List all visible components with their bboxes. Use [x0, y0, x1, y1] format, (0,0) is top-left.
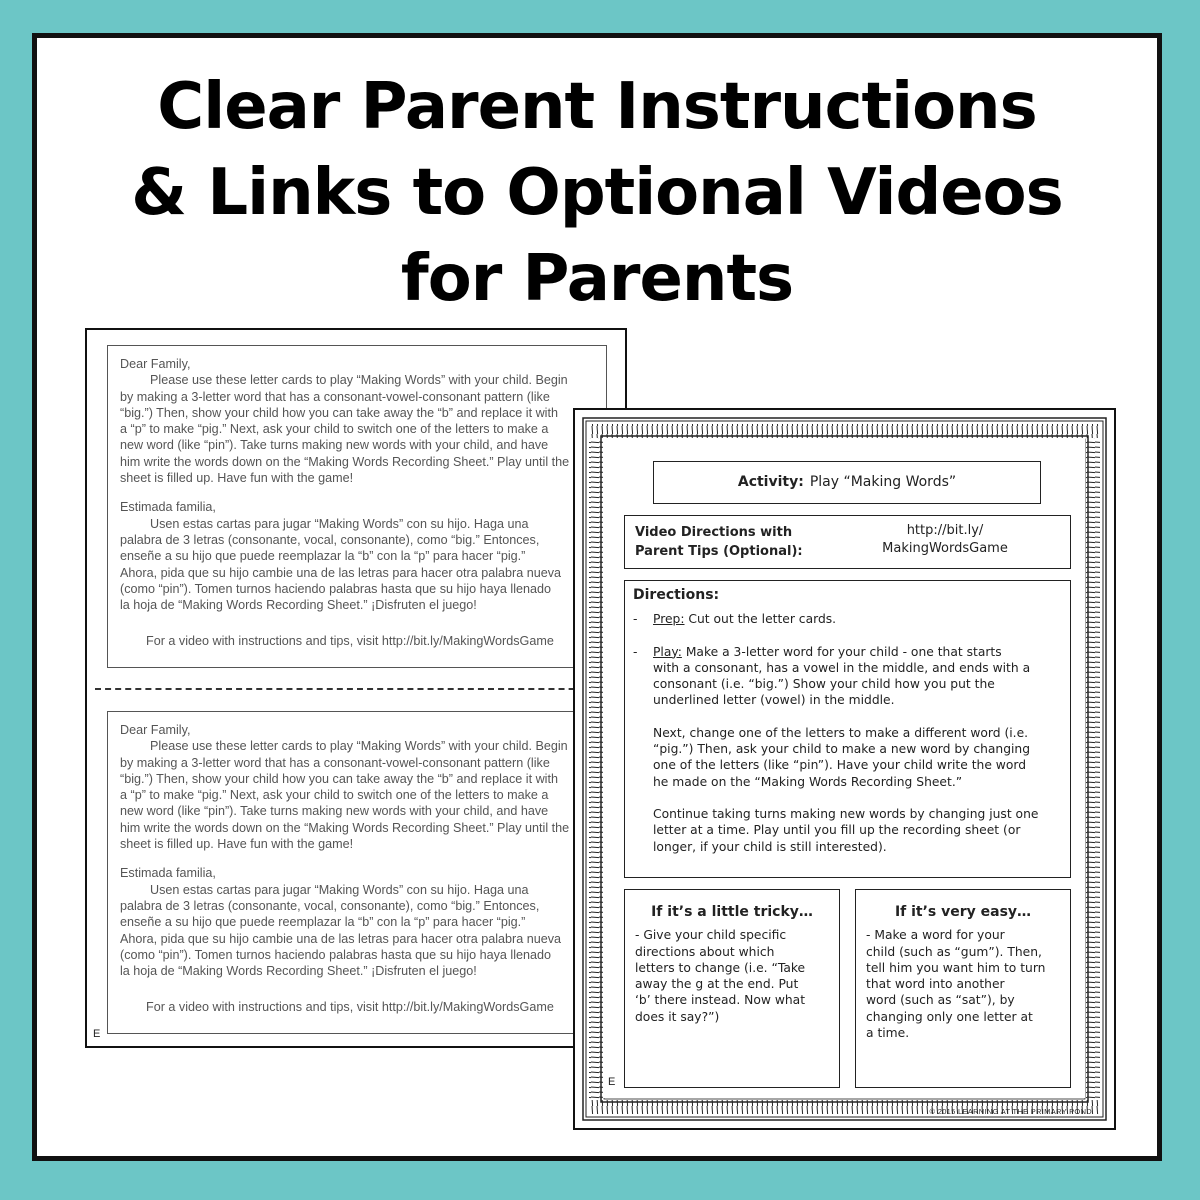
letter-line-es: Ahora, pida que su hijo cambie una de las letras para hacer otra palabra nueva — [120, 931, 562, 946]
letter-line: new word (like “pin”). Take turns making new words with your child, and have — [120, 438, 549, 453]
video-label-line: Video Directions with — [635, 525, 793, 540]
continue-line: Continue taking turns making new words by changing just one — [653, 806, 1039, 821]
copyright-notice: © 2015 LEARNING AT THE PRIMARY POND — [929, 1107, 1092, 1116]
letter-line: “big.”) Then, show your child how you can take away the “b” and replace it with — [120, 405, 558, 420]
letter-line: by making a 3-letter word that has a consonant-vowel-consonant pattern (like — [120, 755, 550, 770]
letter-line: sheet is filled up. Have fun with the game! — [120, 837, 354, 852]
continue-line: longer, if your child is still interested). — [653, 839, 887, 854]
letter-line: new word (like “pin”). Take turns making new words with your child, and have — [120, 804, 549, 819]
tricky-line: ‘b’ there instead. Now what — [635, 993, 806, 1008]
letter-greeting-es: Estimada familia, — [120, 500, 216, 515]
letter-line-es: Ahora, pida que su hijo cambie una de las letras para hacer otra palabra nueva — [120, 565, 562, 580]
play-label: Play: — [653, 644, 682, 659]
prep-label: Prep: — [653, 612, 685, 627]
corner-mark: E — [608, 1076, 616, 1088]
directions-title: Directions: — [633, 587, 720, 603]
video-label — [635, 523, 803, 561]
easy-line: changing only one letter at — [866, 1009, 1033, 1024]
easy-line: a time. — [866, 1026, 910, 1041]
family-letter-bottom — [107, 711, 607, 1034]
prep-step: - Prep: Cut out the letter cards. — [633, 612, 837, 627]
video-label-line: Parent Tips (Optional): — [635, 544, 803, 559]
letter-line: by making a 3-letter word that has a consonant-vowel-consonant pattern (like — [120, 389, 550, 404]
continue-paragraph — [633, 806, 1062, 855]
tricky-line: directions about which — [635, 944, 775, 959]
continue-line: letter at a time. Play until you fill up the recording sheet (or — [653, 823, 1021, 838]
easy-line: child (such as “gum”). Then, — [866, 944, 1042, 959]
headline-line-1: Clear Parent Instructions — [157, 70, 1037, 144]
tricky-tip-box — [624, 889, 840, 1088]
letter-line-es: (como “pin”). Tomen turnos haciendo palabras hasta que su hijo haya llenado — [120, 947, 552, 962]
letter-line-es: palabra de 3 letras (consonante, vocal, consonante), como “big.” Entonces, — [120, 898, 540, 913]
video-link-line[interactable]: MakingWordsGame — [882, 541, 1008, 556]
easy-title: If it’s very easy… — [894, 904, 1032, 920]
video-link-line[interactable]: http://bit.ly/ — [906, 523, 984, 538]
directions-box — [624, 580, 1071, 878]
letter-line: “big.”) Then, show your child how you can take away the “b” and replace it with — [120, 771, 558, 786]
front-page-directions-sheet — [573, 408, 1116, 1130]
letter-greeting-es: Estimada familia, — [120, 866, 216, 881]
play-line: underlined letter (vowel) in the middle. — [653, 693, 895, 708]
letter-greeting: Dear Family, — [120, 723, 191, 737]
next-line: Next, change one of the letters to make a different word (i.e. — [653, 725, 1029, 740]
letter-line: a “p” to make “pig.” Next, ask your child to switch one of the letters to make a — [120, 788, 549, 803]
play-line: with a consonant, has a vowel in the middle, and ends with a — [653, 660, 1031, 675]
easy-tip-box — [855, 889, 1071, 1088]
next-line: he made on the “Making Words Recording Sheet.” — [653, 774, 963, 789]
play-line: consonant (i.e. “big.”) Show your child how you put the — [653, 677, 995, 692]
letter-line: Please use these letter cards to play “Making Words” with your child. Begin — [150, 739, 568, 754]
tricky-line: letters to change (i.e. “Take — [635, 960, 806, 975]
dashed-cut-line — [95, 688, 625, 690]
easy-line: word (such as “sat”), by — [866, 993, 1015, 1008]
letter-line: him write the words down on the “Making Words Recording Sheet.” Play until the — [120, 820, 570, 835]
video-link[interactable] — [875, 522, 1015, 558]
letter-line-es: (como “pin”). Tomen turnos haciendo palabras hasta que su hijo haya llenado — [120, 581, 552, 596]
letter-line-es: enseñe a su hijo que puede reemplazar la “b” con la “p” para hacer “pig.” — [120, 549, 526, 564]
next-paragraph — [633, 725, 1062, 790]
letter-greeting: Dear Family, — [120, 357, 191, 371]
video-directions-box — [624, 515, 1071, 569]
letter-line: a “p” to make “pig.” Next, ask your child to switch one of the letters to make a — [120, 422, 549, 437]
video-visit-line: For a video with instructions and tips, visit http://bit.ly/MakingWordsGame — [146, 634, 554, 649]
headline-line-3: for Parents — [400, 242, 794, 316]
letter-line-es: la hoja de “Making Words Recording Sheet.” ¡Disfruten el juego! — [120, 598, 477, 613]
easy-line: - Make a word for your — [866, 928, 1005, 943]
tricky-title: If it’s a little tricky… — [651, 904, 813, 920]
letter-line: sheet is filled up. Have fun with the game! — [120, 471, 354, 486]
play-line: Make a 3-letter word for your child - one that starts — [681, 644, 1002, 659]
activity-label: Activity: — [737, 474, 804, 490]
sheet-content — [603, 438, 1085, 1098]
headline-line-2: & Links to Optional Videos — [131, 156, 1063, 230]
next-line: “pig.”) Then, ask your child to make a new word by changing — [653, 742, 1031, 757]
letter-line-es: palabra de 3 letras (consonante, vocal, consonante), como “big.” Entonces, — [120, 532, 540, 547]
play-step: - Play: Make a 3-letter word for your child - one that starts with a consonant, has a vowel in the middle, and ends with a consonant (i.e. “big.”) Show your child how you put the underlined letter (vowel) in the middle. — [633, 644, 1062, 709]
tricky-line: - Give your child specific — [635, 928, 787, 943]
tricky-line: away the g at the end. Put — [635, 977, 799, 992]
back-page-letter-sheet — [85, 328, 627, 1048]
letter-line-es: Usen estas cartas para jugar “Making Words” con su hijo. Haga una — [150, 882, 529, 897]
easy-line: tell him you want him to turn — [866, 960, 1046, 975]
video-visit-line: For a video with instructions and tips, visit http://bit.ly/MakingWordsGame — [146, 1000, 554, 1015]
easy-line: that word into another — [866, 977, 1005, 992]
activity-box — [653, 461, 1041, 504]
letter-line-es: Usen estas cartas para jugar “Making Words” con su hijo. Haga una — [150, 516, 529, 531]
tricky-line: does it say?”) — [635, 1009, 720, 1024]
letter-line: him write the words down on the “Making Words Recording Sheet.” Play until the — [120, 454, 570, 469]
letter-line-es: la hoja de “Making Words Recording Sheet.” ¡Disfruten el juego! — [120, 964, 477, 979]
family-letter-top — [107, 345, 607, 668]
prep-text: Cut out the letter cards. — [684, 612, 837, 627]
headline — [37, 64, 1157, 322]
letter-line-es: enseñe a su hijo que puede reemplazar la “b” con la “p” para hacer “pig.” — [120, 915, 526, 930]
next-line: one of the letters (like “pin”). Have your child write the word — [653, 758, 1027, 773]
corner-mark: E — [93, 1028, 101, 1040]
letter-line: Please use these letter cards to play “Making Words” with your child. Begin — [150, 373, 568, 388]
activity-value: Play “Making Words” — [809, 474, 957, 490]
